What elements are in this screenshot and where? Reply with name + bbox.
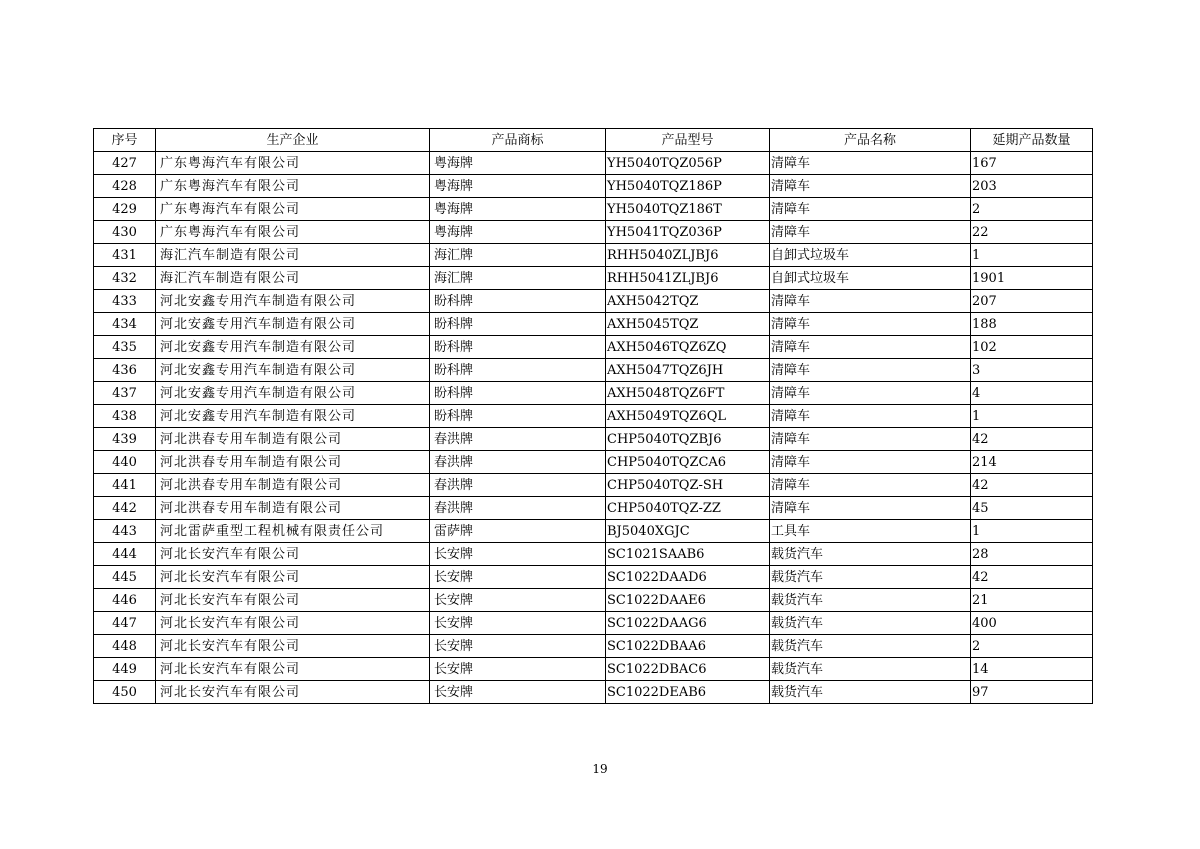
header-serial-number: 序号 bbox=[94, 129, 156, 152]
model-cell: CHP5040TQZBJ6 bbox=[606, 428, 770, 451]
model-cell: YH5040TQZ186P bbox=[606, 175, 770, 198]
serial-number-cell: 434 bbox=[94, 313, 156, 336]
manufacturer-cell: 河北长安汽车有限公司 bbox=[156, 658, 430, 681]
brand-cell: 雷萨牌 bbox=[430, 520, 606, 543]
header-product-name: 产品名称 bbox=[770, 129, 971, 152]
table-row bbox=[94, 520, 1093, 543]
manufacturer-cell: 广东粤海汽车有限公司 bbox=[156, 152, 430, 175]
manufacturer-cell: 河北安鑫专用汽车制造有限公司 bbox=[156, 290, 430, 313]
product-name-cell: 清障车 bbox=[770, 336, 971, 359]
model-cell: CHP5040TQZ-ZZ bbox=[606, 497, 770, 520]
quantity-cell: 203 bbox=[971, 175, 1093, 198]
header-brand: 产品商标 bbox=[430, 129, 606, 152]
product-name-cell: 清障车 bbox=[770, 198, 971, 221]
manufacturer-cell: 河北雷萨重型工程机械有限责任公司 bbox=[156, 520, 430, 543]
header-extension-quantity: 延期产品数量 bbox=[971, 129, 1093, 152]
table-row bbox=[94, 405, 1093, 428]
serial-number-cell: 444 bbox=[94, 543, 156, 566]
table-row bbox=[94, 681, 1093, 704]
model-cell: AXH5045TQZ bbox=[606, 313, 770, 336]
serial-number-cell: 432 bbox=[94, 267, 156, 290]
brand-cell: 长安牌 bbox=[430, 635, 606, 658]
model-cell: SC1021SAAB6 bbox=[606, 543, 770, 566]
product-name-cell: 自卸式垃圾车 bbox=[770, 267, 971, 290]
serial-number-cell: 445 bbox=[94, 566, 156, 589]
model-cell: AXH5042TQZ bbox=[606, 290, 770, 313]
table-row bbox=[94, 382, 1093, 405]
model-cell: YH5040TQZ056P bbox=[606, 152, 770, 175]
quantity-cell: 3 bbox=[971, 359, 1093, 382]
quantity-cell: 2 bbox=[971, 198, 1093, 221]
header-row bbox=[94, 129, 1093, 152]
quantity-cell: 2 bbox=[971, 635, 1093, 658]
table-row bbox=[94, 474, 1093, 497]
brand-cell: 粤海牌 bbox=[430, 152, 606, 175]
product-name-cell: 载货汽车 bbox=[770, 612, 971, 635]
manufacturer-cell: 河北洪春专用车制造有限公司 bbox=[156, 451, 430, 474]
product-name-cell: 清障车 bbox=[770, 382, 971, 405]
serial-number-cell: 430 bbox=[94, 221, 156, 244]
table-row bbox=[94, 336, 1093, 359]
manufacturer-cell: 海汇汽车制造有限公司 bbox=[156, 244, 430, 267]
brand-cell: 海汇牌 bbox=[430, 267, 606, 290]
serial-number-cell: 431 bbox=[94, 244, 156, 267]
header-model: 产品型号 bbox=[606, 129, 770, 152]
serial-number-cell: 448 bbox=[94, 635, 156, 658]
quantity-cell: 4 bbox=[971, 382, 1093, 405]
brand-cell: 春洪牌 bbox=[430, 451, 606, 474]
model-cell: AXH5048TQZ6FT bbox=[606, 382, 770, 405]
table-row bbox=[94, 313, 1093, 336]
manufacturer-cell: 河北安鑫专用汽车制造有限公司 bbox=[156, 405, 430, 428]
manufacturer-cell: 河北长安汽车有限公司 bbox=[156, 681, 430, 704]
brand-cell: 盼科牌 bbox=[430, 290, 606, 313]
quantity-cell: 42 bbox=[971, 474, 1093, 497]
product-name-cell: 清障车 bbox=[770, 405, 971, 428]
table-row bbox=[94, 152, 1093, 175]
serial-number-cell: 435 bbox=[94, 336, 156, 359]
model-cell: SC1022DAAD6 bbox=[606, 566, 770, 589]
brand-cell: 海汇牌 bbox=[430, 244, 606, 267]
model-cell: RHH5040ZLJBJ6 bbox=[606, 244, 770, 267]
brand-cell: 粤海牌 bbox=[430, 198, 606, 221]
header-manufacturer: 生产企业 bbox=[156, 129, 430, 152]
quantity-cell: 400 bbox=[971, 612, 1093, 635]
manufacturer-cell: 河北洪春专用车制造有限公司 bbox=[156, 497, 430, 520]
product-name-cell: 载货汽车 bbox=[770, 566, 971, 589]
quantity-cell: 42 bbox=[971, 428, 1093, 451]
brand-cell: 春洪牌 bbox=[430, 497, 606, 520]
product-name-cell: 清障车 bbox=[770, 428, 971, 451]
product-name-cell: 载货汽车 bbox=[770, 681, 971, 704]
manufacturer-cell: 河北安鑫专用汽车制造有限公司 bbox=[156, 382, 430, 405]
brand-cell: 盼科牌 bbox=[430, 382, 606, 405]
quantity-cell: 214 bbox=[971, 451, 1093, 474]
manufacturer-cell: 广东粤海汽车有限公司 bbox=[156, 198, 430, 221]
product-name-cell: 清障车 bbox=[770, 474, 971, 497]
model-cell: BJ5040XGJC bbox=[606, 520, 770, 543]
quantity-cell: 28 bbox=[971, 543, 1093, 566]
table-row bbox=[94, 635, 1093, 658]
product-name-cell: 载货汽车 bbox=[770, 635, 971, 658]
serial-number-cell: 439 bbox=[94, 428, 156, 451]
table-body bbox=[94, 152, 1093, 704]
quantity-cell: 1 bbox=[971, 520, 1093, 543]
manufacturer-cell: 河北洪春专用车制造有限公司 bbox=[156, 428, 430, 451]
serial-number-cell: 440 bbox=[94, 451, 156, 474]
brand-cell: 春洪牌 bbox=[430, 474, 606, 497]
serial-number-cell: 438 bbox=[94, 405, 156, 428]
product-name-cell: 清障车 bbox=[770, 290, 971, 313]
model-cell: SC1022DAAE6 bbox=[606, 589, 770, 612]
page-number: 19 bbox=[592, 762, 608, 776]
quantity-cell: 21 bbox=[971, 589, 1093, 612]
model-cell: CHP5040TQZCA6 bbox=[606, 451, 770, 474]
quantity-cell: 22 bbox=[971, 221, 1093, 244]
product-name-cell: 清障车 bbox=[770, 451, 971, 474]
table-row bbox=[94, 175, 1093, 198]
model-cell: AXH5049TQZ6QL bbox=[606, 405, 770, 428]
product-name-cell: 清障车 bbox=[770, 221, 971, 244]
model-cell: SC1022DBAA6 bbox=[606, 635, 770, 658]
product-name-cell: 载货汽车 bbox=[770, 658, 971, 681]
model-cell: RHH5041ZLJBJ6 bbox=[606, 267, 770, 290]
model-cell: YH5041TQZ036P bbox=[606, 221, 770, 244]
quantity-cell: 1 bbox=[971, 244, 1093, 267]
quantity-cell: 1901 bbox=[971, 267, 1093, 290]
serial-number-cell: 429 bbox=[94, 198, 156, 221]
table-row bbox=[94, 566, 1093, 589]
table-row bbox=[94, 290, 1093, 313]
table-header bbox=[94, 129, 1093, 152]
brand-cell: 粤海牌 bbox=[430, 221, 606, 244]
brand-cell: 长安牌 bbox=[430, 566, 606, 589]
model-cell: YH5040TQZ186T bbox=[606, 198, 770, 221]
manufacturer-cell: 河北长安汽车有限公司 bbox=[156, 589, 430, 612]
serial-number-cell: 443 bbox=[94, 520, 156, 543]
brand-cell: 粤海牌 bbox=[430, 175, 606, 198]
model-cell: SC1022DBAC6 bbox=[606, 658, 770, 681]
manufacturer-cell: 河北安鑫专用汽车制造有限公司 bbox=[156, 336, 430, 359]
table-row bbox=[94, 198, 1093, 221]
table-row bbox=[94, 359, 1093, 382]
brand-cell: 长安牌 bbox=[430, 612, 606, 635]
table-row bbox=[94, 612, 1093, 635]
manufacturer-cell: 河北长安汽车有限公司 bbox=[156, 566, 430, 589]
product-name-cell: 工具车 bbox=[770, 520, 971, 543]
manufacturer-cell: 河北长安汽车有限公司 bbox=[156, 635, 430, 658]
brand-cell: 盼科牌 bbox=[430, 405, 606, 428]
product-name-cell: 清障车 bbox=[770, 152, 971, 175]
manufacturer-cell: 海汇汽车制造有限公司 bbox=[156, 267, 430, 290]
product-name-cell: 自卸式垃圾车 bbox=[770, 244, 971, 267]
quantity-cell: 102 bbox=[971, 336, 1093, 359]
quantity-cell: 188 bbox=[971, 313, 1093, 336]
serial-number-cell: 441 bbox=[94, 474, 156, 497]
quantity-cell: 207 bbox=[971, 290, 1093, 313]
manufacturer-cell: 广东粤海汽车有限公司 bbox=[156, 175, 430, 198]
manufacturer-cell: 广东粤海汽车有限公司 bbox=[156, 221, 430, 244]
table-row bbox=[94, 221, 1093, 244]
serial-number-cell: 428 bbox=[94, 175, 156, 198]
quantity-cell: 1 bbox=[971, 405, 1093, 428]
serial-number-cell: 449 bbox=[94, 658, 156, 681]
product-name-cell: 载货汽车 bbox=[770, 589, 971, 612]
table-row bbox=[94, 497, 1093, 520]
table-row bbox=[94, 589, 1093, 612]
product-name-cell: 清障车 bbox=[770, 313, 971, 336]
manufacturer-cell: 河北长安汽车有限公司 bbox=[156, 543, 430, 566]
serial-number-cell: 436 bbox=[94, 359, 156, 382]
table-row bbox=[94, 428, 1093, 451]
manufacturer-cell: 河北长安汽车有限公司 bbox=[156, 612, 430, 635]
serial-number-cell: 450 bbox=[94, 681, 156, 704]
manufacturer-cell: 河北洪春专用车制造有限公司 bbox=[156, 474, 430, 497]
quantity-cell: 14 bbox=[971, 658, 1093, 681]
brand-cell: 盼科牌 bbox=[430, 313, 606, 336]
model-cell: AXH5046TQZ6ZQ bbox=[606, 336, 770, 359]
serial-number-cell: 446 bbox=[94, 589, 156, 612]
product-name-cell: 清障车 bbox=[770, 359, 971, 382]
brand-cell: 盼科牌 bbox=[430, 336, 606, 359]
table-row bbox=[94, 244, 1093, 267]
product-name-cell: 清障车 bbox=[770, 497, 971, 520]
brand-cell: 长安牌 bbox=[430, 681, 606, 704]
table-row bbox=[94, 267, 1093, 290]
brand-cell: 盼科牌 bbox=[430, 359, 606, 382]
brand-cell: 长安牌 bbox=[430, 658, 606, 681]
serial-number-cell: 433 bbox=[94, 290, 156, 313]
brand-cell: 春洪牌 bbox=[430, 428, 606, 451]
model-cell: SC1022DEAB6 bbox=[606, 681, 770, 704]
product-extension-table bbox=[93, 128, 1093, 704]
table-row bbox=[94, 451, 1093, 474]
serial-number-cell: 437 bbox=[94, 382, 156, 405]
quantity-cell: 97 bbox=[971, 681, 1093, 704]
model-cell: SC1022DAAG6 bbox=[606, 612, 770, 635]
table-row bbox=[94, 543, 1093, 566]
serial-number-cell: 447 bbox=[94, 612, 156, 635]
model-cell: CHP5040TQZ-SH bbox=[606, 474, 770, 497]
table-row bbox=[94, 658, 1093, 681]
serial-number-cell: 442 bbox=[94, 497, 156, 520]
brand-cell: 长安牌 bbox=[430, 589, 606, 612]
quantity-cell: 42 bbox=[971, 566, 1093, 589]
manufacturer-cell: 河北安鑫专用汽车制造有限公司 bbox=[156, 313, 430, 336]
model-cell: AXH5047TQZ6JH bbox=[606, 359, 770, 382]
serial-number-cell: 427 bbox=[94, 152, 156, 175]
product-name-cell: 清障车 bbox=[770, 175, 971, 198]
product-name-cell: 载货汽车 bbox=[770, 543, 971, 566]
manufacturer-cell: 河北安鑫专用汽车制造有限公司 bbox=[156, 359, 430, 382]
quantity-cell: 45 bbox=[971, 497, 1093, 520]
brand-cell: 长安牌 bbox=[430, 543, 606, 566]
quantity-cell: 167 bbox=[971, 152, 1093, 175]
